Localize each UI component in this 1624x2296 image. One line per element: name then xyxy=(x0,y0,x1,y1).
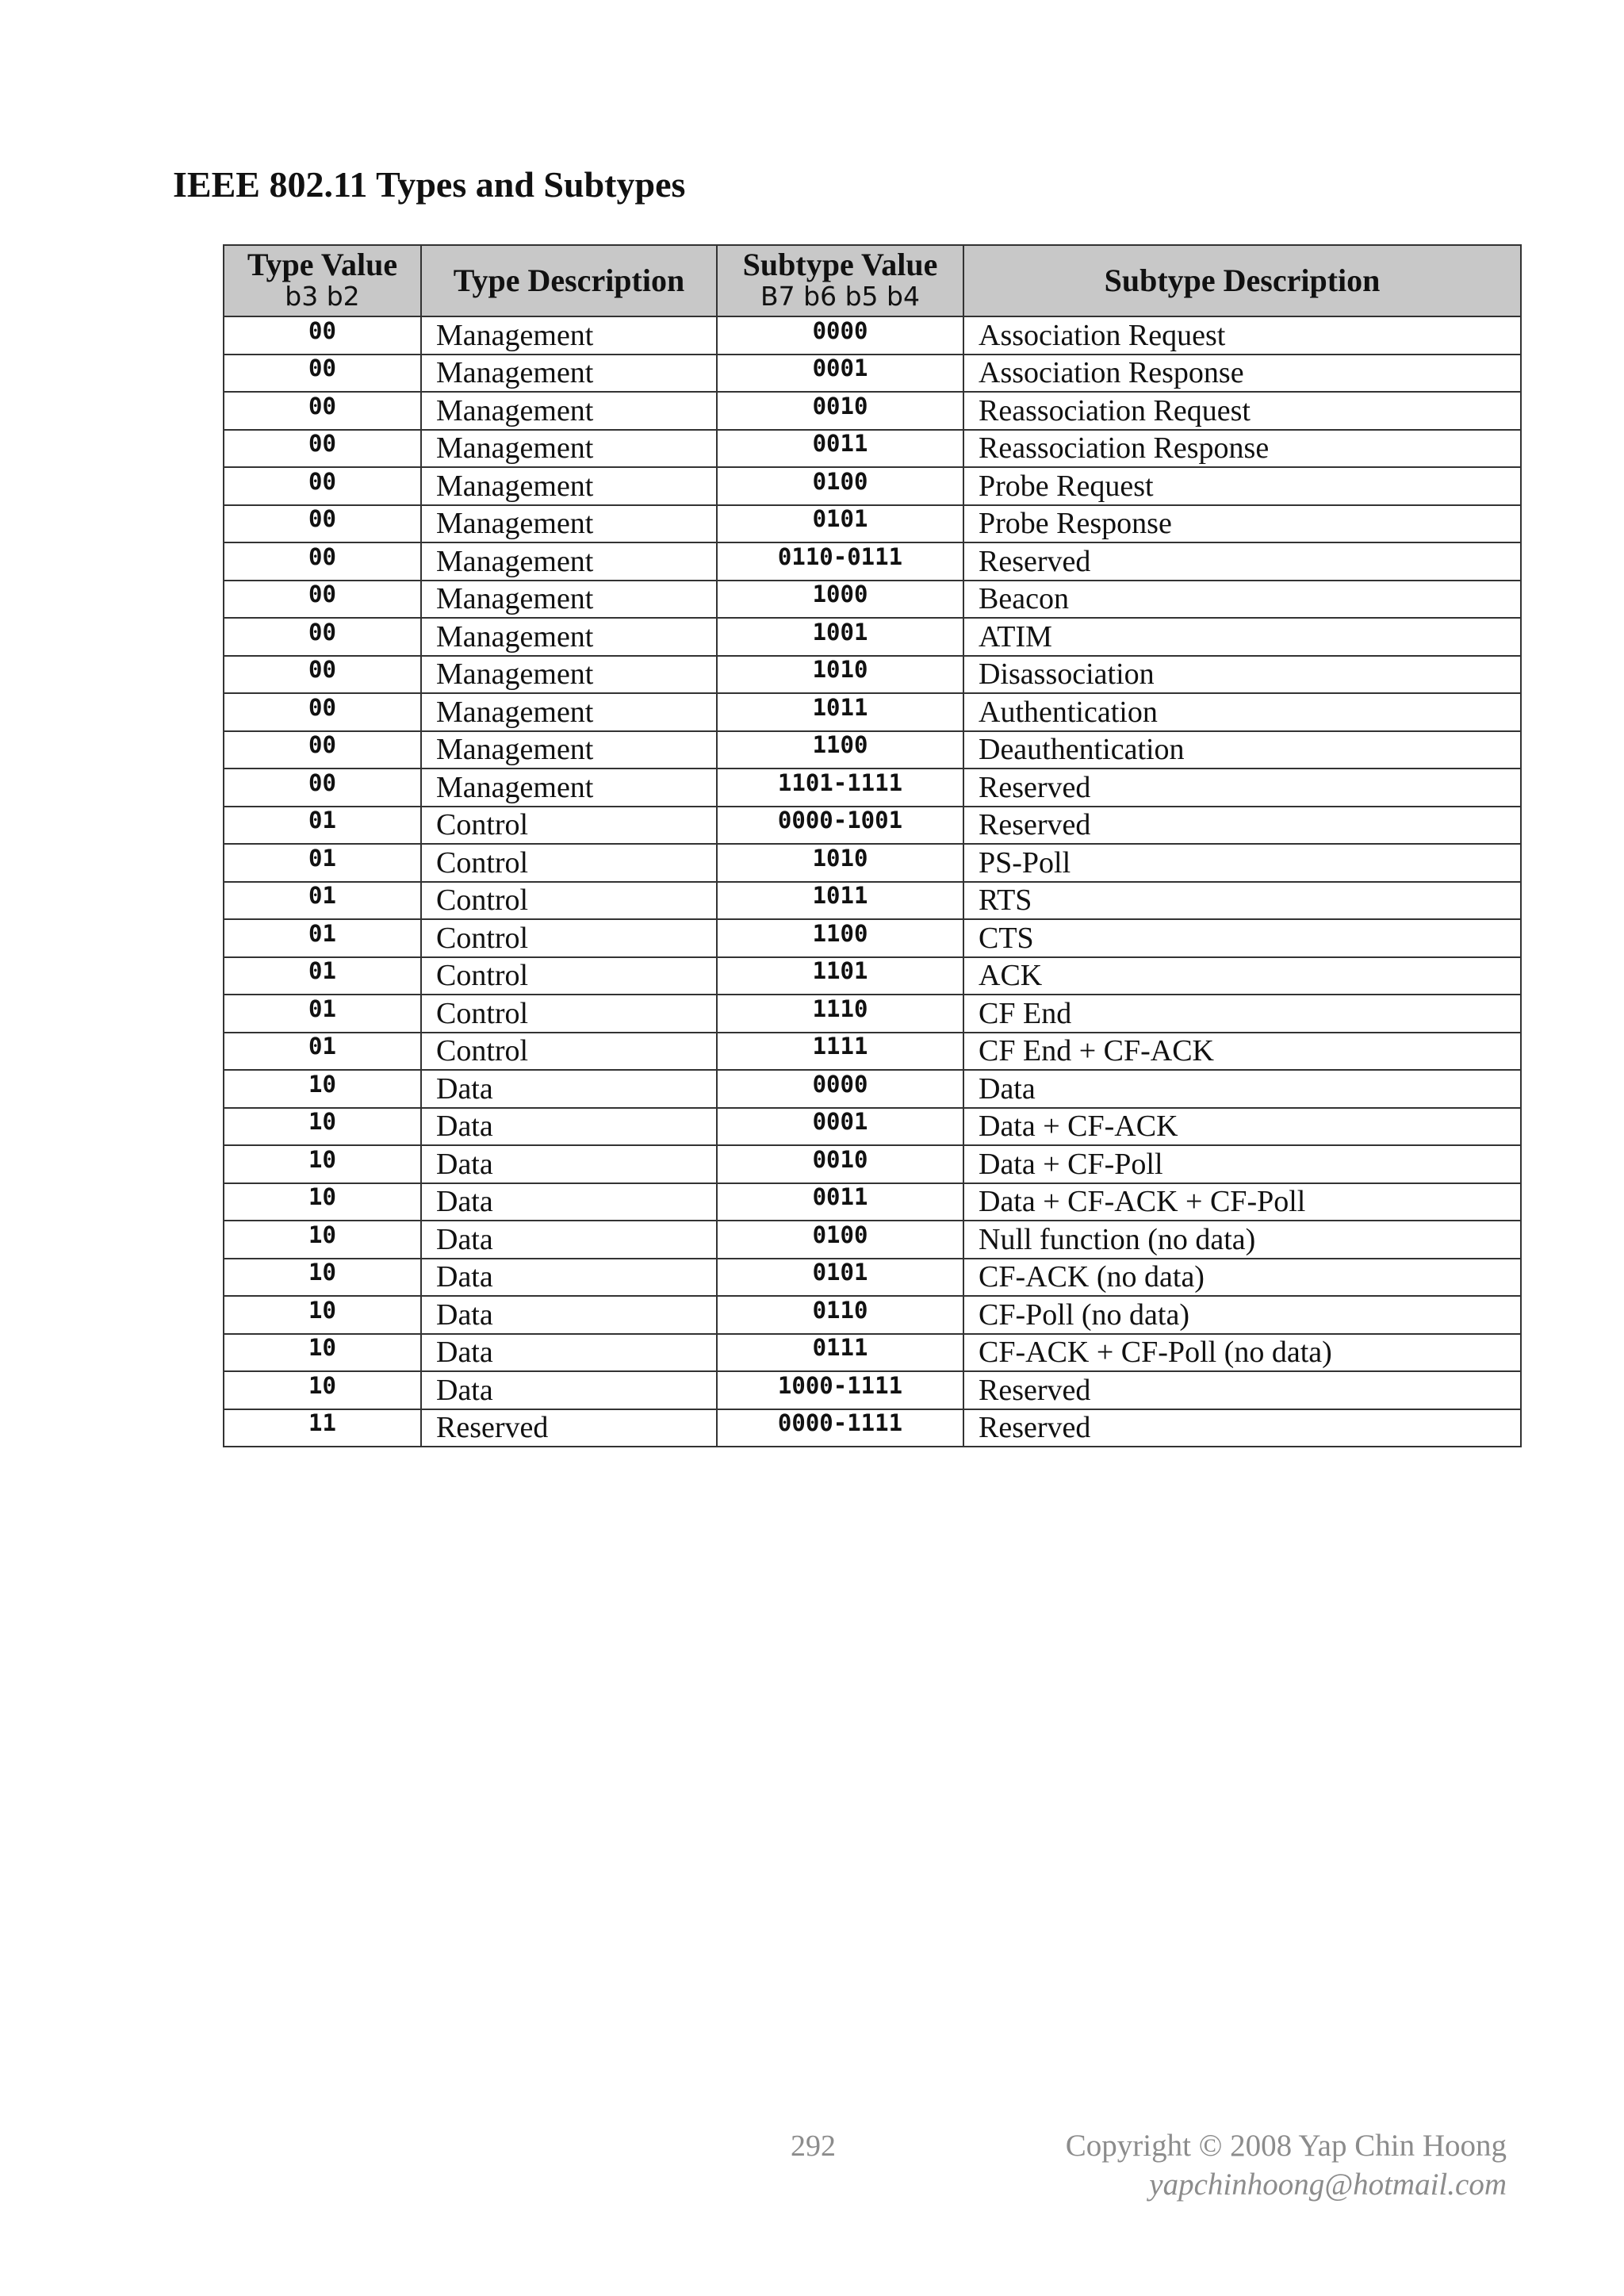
subtype-description-cell: Reassociation Response xyxy=(963,430,1521,468)
header-subtype-value-label: Subtype Value xyxy=(742,247,938,282)
type-value-text: 01 xyxy=(308,882,336,910)
type-value-cell xyxy=(224,807,421,845)
subtype-value-text: 0000-1001 xyxy=(777,807,903,834)
subtype-value-text: 1110 xyxy=(812,995,868,1022)
table-row xyxy=(224,1259,1521,1297)
header-type-value xyxy=(224,245,421,316)
subtype-value-text: 0100 xyxy=(812,1221,868,1248)
type-description-cell: Management xyxy=(421,542,717,581)
table-row xyxy=(224,430,1521,468)
subtype-value-text: 0000 xyxy=(812,1070,868,1098)
type-value-text: 00 xyxy=(308,316,336,344)
type-value-text: 00 xyxy=(308,505,336,533)
table-row xyxy=(224,656,1521,694)
table-row xyxy=(224,1033,1521,1071)
subtype-description-cell: Null function (no data) xyxy=(963,1221,1521,1259)
subtype-value-text: 0000-1111 xyxy=(777,1409,903,1437)
type-value-text: 00 xyxy=(308,656,336,684)
type-value-text: 01 xyxy=(308,807,336,834)
type-description-cell: Control xyxy=(421,807,717,845)
header-type-description-label: Type Description xyxy=(453,263,685,298)
type-value-text: 10 xyxy=(308,1070,336,1098)
type-value-cell xyxy=(224,1409,421,1447)
table-row xyxy=(224,1183,1521,1221)
type-description-cell: Reserved xyxy=(421,1409,717,1447)
type-description-cell: Management xyxy=(421,392,717,430)
subtype-description-cell: CF-ACK + CF-Poll (no data) xyxy=(963,1334,1521,1372)
subtype-value-cell xyxy=(717,1259,963,1297)
subtype-description-cell: Authentication xyxy=(963,693,1521,731)
table-row xyxy=(224,919,1521,957)
type-description-cell: Management xyxy=(421,581,717,619)
type-value-cell xyxy=(224,392,421,430)
header-type-description xyxy=(421,245,717,316)
type-value-text: 00 xyxy=(308,693,336,721)
type-description-cell: Control xyxy=(421,957,717,995)
type-description-cell: Control xyxy=(421,919,717,957)
type-value-cell xyxy=(224,1334,421,1372)
subtype-description-cell: Reserved xyxy=(963,1409,1521,1447)
table-row xyxy=(224,1108,1521,1146)
subtype-value-cell xyxy=(717,430,963,468)
table-row xyxy=(224,693,1521,731)
subtype-value-text: 1010 xyxy=(812,844,868,872)
type-value-text: 10 xyxy=(308,1221,336,1248)
table-body xyxy=(224,316,1521,1447)
header-subtype-value xyxy=(717,245,963,316)
header-type-value-bits: b3 b2 xyxy=(285,281,360,312)
type-description-cell: Management xyxy=(421,731,717,769)
subtype-value-cell xyxy=(717,1070,963,1108)
subtype-value-cell xyxy=(717,1409,963,1447)
author-email: yapchinhoong@hotmail.com xyxy=(1149,2168,1507,2202)
table-row xyxy=(224,355,1521,393)
subtype-value-text: 0001 xyxy=(812,355,868,382)
subtype-value-text: 1011 xyxy=(812,882,868,910)
subtype-value-cell xyxy=(717,618,963,656)
subtype-value-cell xyxy=(717,355,963,393)
type-value-cell xyxy=(224,1033,421,1071)
subtype-value-text: 0001 xyxy=(812,1108,868,1136)
type-value-text: 10 xyxy=(308,1371,336,1399)
subtype-value-text: 0010 xyxy=(812,392,868,420)
type-description-cell: Data xyxy=(421,1145,717,1183)
type-value-cell xyxy=(224,1259,421,1297)
subtype-value-cell xyxy=(717,882,963,920)
table-row xyxy=(224,995,1521,1033)
type-description-cell: Management xyxy=(421,618,717,656)
type-value-cell xyxy=(224,1183,421,1221)
subtype-value-cell xyxy=(717,1183,963,1221)
type-value-text: 10 xyxy=(308,1296,336,1324)
subtype-description-cell: ACK xyxy=(963,957,1521,995)
subtype-description-cell: ATIM xyxy=(963,618,1521,656)
subtype-value-text: 0100 xyxy=(812,467,868,495)
subtype-value-cell xyxy=(717,1296,963,1334)
copyright-notice: Copyright © 2008 Yap Chin Hoong xyxy=(1065,2129,1507,2163)
type-value-text: 00 xyxy=(308,581,336,608)
table-header-row xyxy=(224,245,1521,316)
type-description-cell: Data xyxy=(421,1259,717,1297)
type-value-cell xyxy=(224,505,421,543)
type-value-cell xyxy=(224,355,421,393)
type-description-cell: Management xyxy=(421,769,717,807)
table-row xyxy=(224,505,1521,543)
type-description-cell: Data xyxy=(421,1108,717,1146)
subtype-value-cell xyxy=(717,505,963,543)
type-value-text: 01 xyxy=(308,1033,336,1060)
subtype-description-cell: Association Request xyxy=(963,316,1521,355)
type-value-text: 10 xyxy=(308,1334,336,1362)
subtype-value-cell xyxy=(717,316,963,355)
subtype-value-text: 0000 xyxy=(812,316,868,344)
table-row xyxy=(224,731,1521,769)
subtype-value-cell xyxy=(717,467,963,505)
table-row xyxy=(224,769,1521,807)
type-description-cell: Data xyxy=(421,1371,717,1409)
subtype-value-cell xyxy=(717,995,963,1033)
type-description-cell: Management xyxy=(421,656,717,694)
page-title: IEEE 802.11 Types and Subtypes xyxy=(173,164,686,205)
subtype-value-text: 0110 xyxy=(812,1296,868,1324)
type-description-cell: Data xyxy=(421,1183,717,1221)
subtype-value-cell xyxy=(717,1033,963,1071)
type-description-cell: Management xyxy=(421,355,717,393)
table-row xyxy=(224,1296,1521,1334)
type-value-cell xyxy=(224,1371,421,1409)
type-value-cell xyxy=(224,1221,421,1259)
table-row xyxy=(224,581,1521,619)
table-row xyxy=(224,1334,1521,1372)
subtype-description-cell: Reserved xyxy=(963,1371,1521,1409)
type-value-text: 10 xyxy=(308,1259,336,1286)
subtype-value-text: 1011 xyxy=(812,693,868,721)
subtype-value-text: 1000 xyxy=(812,581,868,608)
table-row xyxy=(224,1409,1521,1447)
types-subtypes-table xyxy=(223,244,1522,1447)
subtype-description-cell: RTS xyxy=(963,882,1521,920)
type-description-cell: Control xyxy=(421,1033,717,1071)
subtype-description-cell: Data + CF-ACK + CF-Poll xyxy=(963,1183,1521,1221)
subtype-description-cell: Reserved xyxy=(963,769,1521,807)
subtype-value-text: 0011 xyxy=(812,430,868,458)
table-row xyxy=(224,316,1521,355)
type-value-cell xyxy=(224,581,421,619)
type-value-cell xyxy=(224,693,421,731)
subtype-description-cell: Reassociation Request xyxy=(963,392,1521,430)
type-description-cell: Data xyxy=(421,1221,717,1259)
type-value-cell xyxy=(224,957,421,995)
subtype-description-cell: Data xyxy=(963,1070,1521,1108)
table-row xyxy=(224,844,1521,882)
type-value-cell xyxy=(224,995,421,1033)
subtype-value-text: 0010 xyxy=(812,1145,868,1173)
subtype-value-cell xyxy=(717,656,963,694)
subtype-description-cell: Association Response xyxy=(963,355,1521,393)
type-value-cell xyxy=(224,656,421,694)
subtype-description-cell: Reserved xyxy=(963,542,1521,581)
type-value-cell xyxy=(224,467,421,505)
subtype-value-cell xyxy=(717,1334,963,1372)
subtype-value-cell xyxy=(717,1221,963,1259)
header-subtype-value-bits: B7 b6 b5 b4 xyxy=(760,281,920,312)
type-value-cell xyxy=(224,1296,421,1334)
type-value-text: 00 xyxy=(308,430,336,458)
subtype-description-cell: Disassociation xyxy=(963,656,1521,694)
type-value-text: 00 xyxy=(308,392,336,420)
type-description-cell: Management xyxy=(421,693,717,731)
subtype-description-cell: Data + CF-Poll xyxy=(963,1145,1521,1183)
subtype-value-text: 1101-1111 xyxy=(777,769,903,796)
type-value-text: 10 xyxy=(308,1108,336,1136)
header-type-value-label: Type Value xyxy=(247,247,398,282)
subtype-description-cell: Probe Request xyxy=(963,467,1521,505)
subtype-description-cell: Data + CF-ACK xyxy=(963,1108,1521,1146)
type-description-cell: Control xyxy=(421,882,717,920)
type-value-cell xyxy=(224,919,421,957)
subtype-value-text: 1010 xyxy=(812,656,868,684)
header-subtype-description xyxy=(963,245,1521,316)
subtype-value-text: 0011 xyxy=(812,1183,868,1211)
type-value-cell xyxy=(224,316,421,355)
type-value-cell xyxy=(224,1108,421,1146)
table-row xyxy=(224,807,1521,845)
subtype-value-cell xyxy=(717,581,963,619)
table-row xyxy=(224,882,1521,920)
type-description-cell: Management xyxy=(421,316,717,355)
subtype-value-cell xyxy=(717,542,963,581)
subtype-description-cell: Deauthentication xyxy=(963,731,1521,769)
subtype-value-text: 0101 xyxy=(812,1259,868,1286)
subtype-value-cell xyxy=(717,807,963,845)
subtype-value-cell xyxy=(717,957,963,995)
subtype-value-cell xyxy=(717,769,963,807)
subtype-value-text: 1100 xyxy=(812,731,868,759)
table-row xyxy=(224,1145,1521,1183)
type-value-text: 11 xyxy=(308,1409,336,1437)
subtype-description-cell: CF End xyxy=(963,995,1521,1033)
table-row xyxy=(224,1221,1521,1259)
subtype-value-text: 0101 xyxy=(812,505,868,533)
table-row xyxy=(224,618,1521,656)
type-value-cell xyxy=(224,542,421,581)
type-value-text: 00 xyxy=(308,467,336,495)
subtype-description-cell: CF-Poll (no data) xyxy=(963,1296,1521,1334)
subtype-value-cell xyxy=(717,392,963,430)
type-value-text: 00 xyxy=(308,355,336,382)
header-subtype-description-label: Subtype Description xyxy=(1104,263,1381,298)
type-description-cell: Management xyxy=(421,430,717,468)
subtype-description-cell: Reserved xyxy=(963,807,1521,845)
type-value-text: 00 xyxy=(308,542,336,570)
type-value-cell xyxy=(224,882,421,920)
subtype-value-cell xyxy=(717,693,963,731)
subtype-value-cell xyxy=(717,1108,963,1146)
subtype-value-text: 1101 xyxy=(812,957,868,985)
type-value-text: 00 xyxy=(308,731,336,759)
type-description-cell: Data xyxy=(421,1334,717,1372)
subtype-value-cell xyxy=(717,1145,963,1183)
table-row xyxy=(224,1371,1521,1409)
table-row xyxy=(224,392,1521,430)
type-description-cell: Management xyxy=(421,467,717,505)
type-value-cell xyxy=(224,731,421,769)
table-row xyxy=(224,467,1521,505)
type-value-cell xyxy=(224,844,421,882)
type-value-text: 10 xyxy=(308,1145,336,1173)
subtype-value-text: 1000-1111 xyxy=(777,1371,903,1399)
type-value-text: 10 xyxy=(308,1183,336,1211)
subtype-description-cell: CF-ACK (no data) xyxy=(963,1259,1521,1297)
subtype-value-text: 1111 xyxy=(812,1033,868,1060)
subtype-value-text: 1100 xyxy=(812,919,868,947)
type-description-cell: Data xyxy=(421,1296,717,1334)
type-value-text: 00 xyxy=(308,769,336,796)
subtype-description-cell: CF End + CF-ACK xyxy=(963,1033,1521,1071)
table-row xyxy=(224,542,1521,581)
subtype-value-cell xyxy=(717,919,963,957)
subtype-value-cell xyxy=(717,1371,963,1409)
subtype-description-cell: PS-Poll xyxy=(963,844,1521,882)
type-value-text: 01 xyxy=(308,919,336,947)
type-value-cell xyxy=(224,769,421,807)
type-description-cell: Management xyxy=(421,505,717,543)
subtype-description-cell: CTS xyxy=(963,919,1521,957)
subtype-value-text: 1001 xyxy=(812,618,868,646)
page-number: 292 xyxy=(791,2129,836,2163)
table-row xyxy=(224,1070,1521,1108)
type-description-cell: Data xyxy=(421,1070,717,1108)
subtype-description-cell: Beacon xyxy=(963,581,1521,619)
type-value-cell xyxy=(224,430,421,468)
type-value-text: 01 xyxy=(308,995,336,1022)
subtype-value-text: 0110-0111 xyxy=(777,542,903,570)
subtype-value-text: 0111 xyxy=(812,1334,868,1362)
type-description-cell: Control xyxy=(421,995,717,1033)
subtype-description-cell: Probe Response xyxy=(963,505,1521,543)
table-row xyxy=(224,957,1521,995)
type-value-cell xyxy=(224,1070,421,1108)
type-value-text: 01 xyxy=(308,957,336,985)
type-value-cell xyxy=(224,618,421,656)
type-value-text: 00 xyxy=(308,618,336,646)
subtype-value-cell xyxy=(717,844,963,882)
type-value-cell xyxy=(224,1145,421,1183)
type-description-cell: Control xyxy=(421,844,717,882)
subtype-value-cell xyxy=(717,731,963,769)
type-value-text: 01 xyxy=(308,844,336,872)
